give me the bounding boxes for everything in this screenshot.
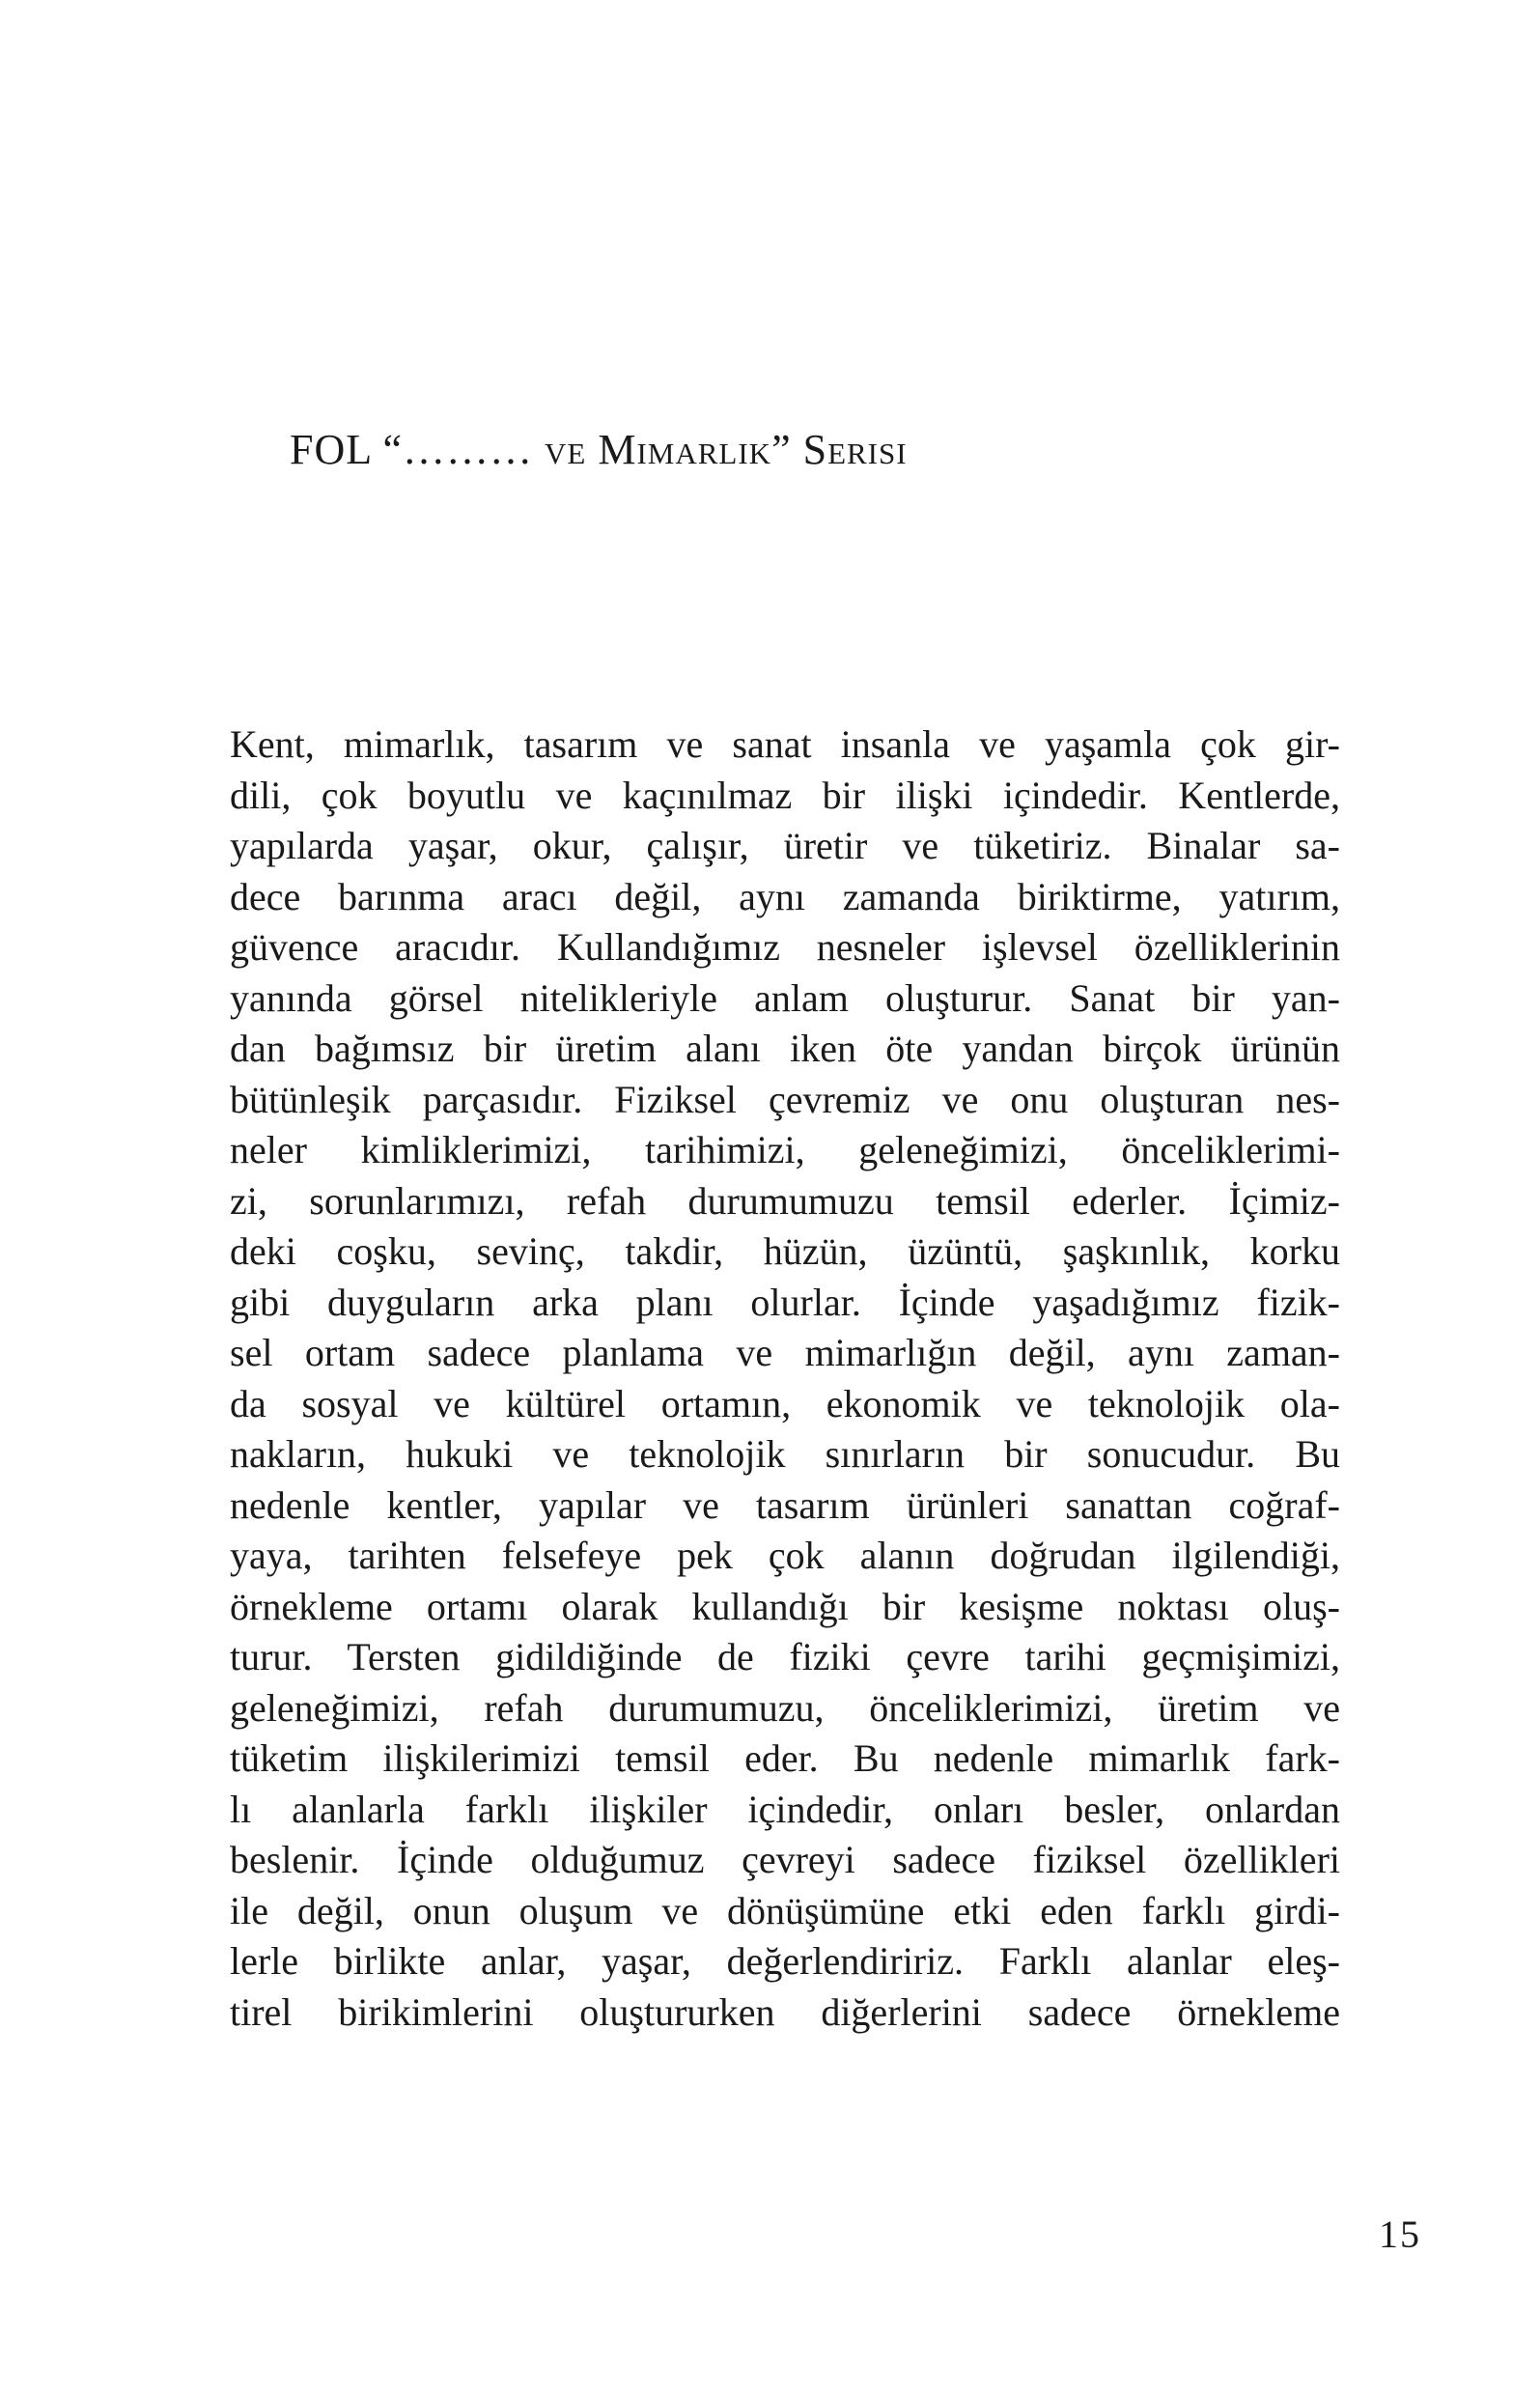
text-line: dece barınma aracı değil, aynı zamanda biriktirme, yatırım, — [230, 874, 1340, 918]
text-line: ile değil, onun oluşum ve dönüşümüne etki eden farklı girdi- — [230, 1888, 1340, 1932]
text-line: geleneğimizi, refah durumumuzu, önceliklerimizi, üretim ve — [230, 1685, 1340, 1730]
text-line: bütünleşik parçasıdır. Fiziksel çevremiz ve onu oluşturan nes- — [230, 1077, 1340, 1121]
text-line: örnekleme ortamı olarak kullandığı bir kesişme noktası oluş- — [230, 1584, 1340, 1628]
text-line: güvence aracıdır. Kullandığımız nesneler işlevsel özelliklerinin — [230, 925, 1340, 969]
body-paragraph — [230, 719, 1340, 2038]
text-line: zi, sorunlarımızı, refah durumumuzu temsil ederler. İçimiz- — [230, 1178, 1340, 1223]
text-line: dan bağımsız bir üretim alanı iken öte yandan birçok ürünün — [230, 1027, 1340, 1070]
text-line: sel ortam sadece planlama ve mimarlığın değil, aynı zaman- — [230, 1331, 1340, 1374]
text-line: lı alanlarla farklı ilişkiler içindedir, onları besler, onlardan — [230, 1787, 1340, 1831]
text-line: dili, çok boyutlu ve kaçınılmaz bir ilişki içindedir. Kentlerde, — [230, 773, 1340, 817]
text-line: tüketim ilişkilerimizi temsil eder. Bu nedenle mimarlık fark- — [230, 1736, 1340, 1780]
text-line: tirel birikimlerini oluştururken diğerlerini sadece örnekleme — [230, 1989, 1340, 2034]
text-line: nedenle kentler, yapılar ve tasarım ürünleri sanattan coğraf- — [230, 1482, 1340, 1527]
text-line: lerle birlikte anlar, yaşar, değerlendiririz. Farklı alanlar eleş- — [230, 1939, 1340, 1983]
text-line: turur. Tersten gidildiğinde de fiziki çevre tarihi geçmişimizi, — [230, 1635, 1340, 1678]
text-line: gibi duyguların arka planı olurlar. İçinde yaşadığımız fizik- — [230, 1280, 1340, 1324]
text-line: nakların, hukuki ve teknolojik sınırların bir sonucudur. Bu — [230, 1432, 1340, 1476]
text-line: yanında görsel nitelikleriyle anlam oluşturur. Sanat bir yan- — [230, 975, 1340, 1020]
text-line: da sosyal ve kültürel ortamın, ekonomik ve teknolojik ola- — [230, 1381, 1340, 1425]
text-line: neler kimliklerimizi, tarihimizi, geleneğimizi, önceliklerimi- — [230, 1128, 1340, 1171]
text-line: yaya, tarihten felsefeye pek çok alanın doğrudan ilgilendiği, — [230, 1534, 1340, 1577]
page-number: 15 — [1379, 2213, 1421, 2256]
text-line: beslenir. İçinde olduğumuz çevreyi sadece fiziksel özellikleri — [230, 1838, 1340, 1881]
text-line: yapılarda yaşar, okur, çalışır, üretir ve tüketiriz. Binalar sa- — [230, 824, 1340, 867]
text-line: deki coşku, sevinç, takdir, hüzün, üzüntü, şaşkınlık, korku — [230, 1229, 1340, 1273]
text-line: Kent, mimarlık, tasarım ve sanat insanla ve yaşamla çok gir- — [230, 722, 1340, 766]
series-title: FOL “……… ve Mimarlık” Serisi — [290, 426, 908, 473]
